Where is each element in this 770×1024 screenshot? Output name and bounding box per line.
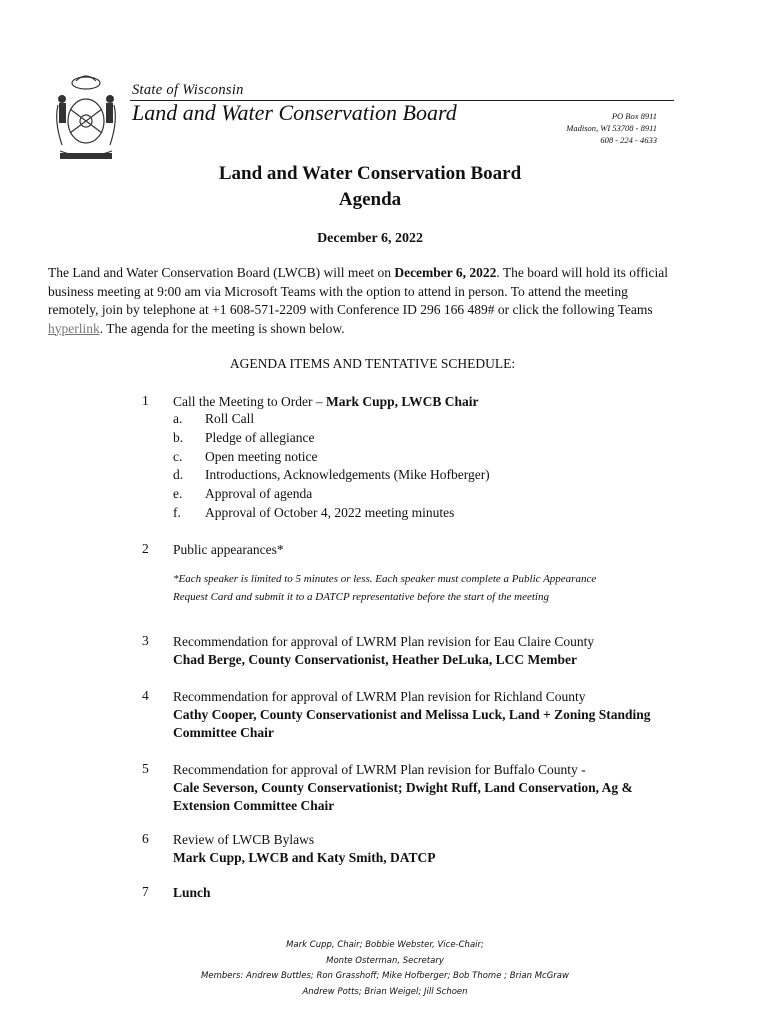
item-presenter: Cale Severson, County Conservationist; Dwight Ruff, Land Conservation, Ag &	[173, 780, 633, 795]
intro-line-4: . The agenda for the meeting is shown below.	[99, 320, 345, 336]
subitem-text: Approval of agenda	[205, 486, 313, 501]
item-presenter: Chad Berge, County Conservationist, Heather DeLuka, LCC Member	[173, 652, 577, 667]
item-text: Recommendation for approval of LWRM Plan revision for Buffalo County -	[173, 762, 586, 777]
agenda-item-1	[173, 393, 673, 411]
subitem-text: Pledge of allegiance	[205, 430, 315, 445]
subitem	[173, 467, 490, 483]
subitem-letter: b.	[173, 430, 184, 445]
intro-line-2: business meeting at 9:00 am via Microsoft Teams with the option to attend in person. To attend the meeting	[48, 283, 628, 299]
item-presenter: Cathy Cooper, County Conservationist and Melissa Luck, Land + Zoning Standing	[173, 707, 651, 722]
state-name: State of Wisconsin	[132, 82, 244, 98]
item-number: 6	[142, 831, 149, 846]
subitem-letter: a.	[173, 411, 183, 426]
address-phone: 608 - 224 - 4633	[600, 135, 657, 145]
item-number: 1	[142, 393, 149, 408]
item-number: 7	[142, 884, 149, 899]
subitem	[173, 449, 317, 465]
public-appearance-note	[173, 570, 693, 606]
subitem-text: Open meeting notice	[205, 449, 318, 464]
subitem	[173, 411, 254, 427]
document-subtitle: Agenda	[338, 189, 402, 210]
intro-line-3: remotely, join by telephone at +1 608-571-2209 with Conference ID 296 166 489# or click the following Teams	[48, 302, 653, 317]
subitem	[173, 505, 454, 521]
board-name: Land and Water Conservation Board	[132, 100, 457, 125]
intro-paragraph	[48, 264, 698, 338]
subitem-text: Introductions, Acknowledgements (Mike Hofberger)	[205, 467, 490, 482]
subitem-letter: f.	[173, 505, 181, 520]
item-number: 3	[142, 633, 149, 648]
subitem	[173, 486, 312, 502]
item-number: 4	[142, 688, 149, 703]
agenda-item-4	[173, 688, 673, 742]
document-title: Land and Water Conservation Board	[218, 163, 522, 184]
agenda-item-5	[173, 761, 673, 815]
footer-line-2: Monte Osterman, Secretary	[326, 955, 444, 966]
address-block	[566, 110, 657, 146]
intro-date: December 6, 2022	[394, 265, 497, 280]
item-presenter-cont: Extension Committee Chair	[173, 798, 335, 813]
address-city: Madison, WI 53708 - 8911	[566, 123, 657, 133]
meeting-date: December 6, 2022	[317, 231, 423, 246]
item-number: 5	[142, 761, 149, 776]
footer-line-4: Andrew Potts; Brian Weigel; Jill Schoen	[302, 986, 468, 997]
note-line-2: Request Card and submit it to a DATCP representative before the start of the meeting	[173, 591, 549, 603]
footer-line-3: Members: Andrew Buttles; Ron Grasshoff; Mike Hofberger; Bob Thome ; Brian McGraw	[201, 971, 569, 981]
subitem-text: Approval of October 4, 2022 meeting minutes	[205, 505, 455, 520]
schedule-heading: AGENDA ITEMS AND TENTATIVE SCHEDULE:	[229, 356, 516, 371]
intro-text-2: . The board will hold its official	[496, 265, 669, 280]
agenda-item-3	[173, 633, 673, 669]
item-presenter-cont: Committee Chair	[173, 725, 274, 740]
item-presenter: Mark Cupp, LWCB and Katy Smith, DATCP	[173, 850, 436, 865]
agenda-item-2: Public appearances*	[173, 542, 284, 557]
item-presenter: Mark Cupp, LWCB Chair	[325, 394, 479, 409]
footer-line-1: Mark Cupp, Chair; Bobbie Webster, Vice-Chair;	[286, 940, 484, 950]
wisconsin-state-seal	[50, 69, 122, 169]
intro-text-1: The Land and Water Conservation Board (LWCB) will meet on	[48, 265, 395, 280]
teams-hyperlink[interactable]: hyperlink	[48, 320, 100, 336]
item-text: Recommendation for approval of LWRM Plan revision for Eau Claire County	[173, 634, 595, 649]
item-text: Review of LWCB Bylaws	[173, 832, 315, 847]
subitem-letter: e.	[173, 486, 183, 501]
subitem-letter: d.	[173, 467, 184, 482]
subitem-text: Roll Call	[205, 411, 255, 426]
subitem-letter: c.	[173, 449, 183, 464]
note-line-1: *Each speaker is limited to 5 minutes or less. Each speaker must complete a Public Appearance	[173, 573, 597, 585]
item-text: Recommendation for approval of LWRM Plan revision for Richland County	[173, 689, 586, 704]
item-number: 2	[142, 541, 149, 556]
agenda-item-6	[173, 831, 673, 867]
item-text: Call the Meeting to Order –	[173, 394, 326, 409]
agenda-item-7: Lunch	[173, 885, 211, 900]
address-po-box: PO Box 8911	[611, 111, 657, 121]
subitem	[173, 430, 314, 446]
board-members-footer	[0, 938, 770, 1000]
